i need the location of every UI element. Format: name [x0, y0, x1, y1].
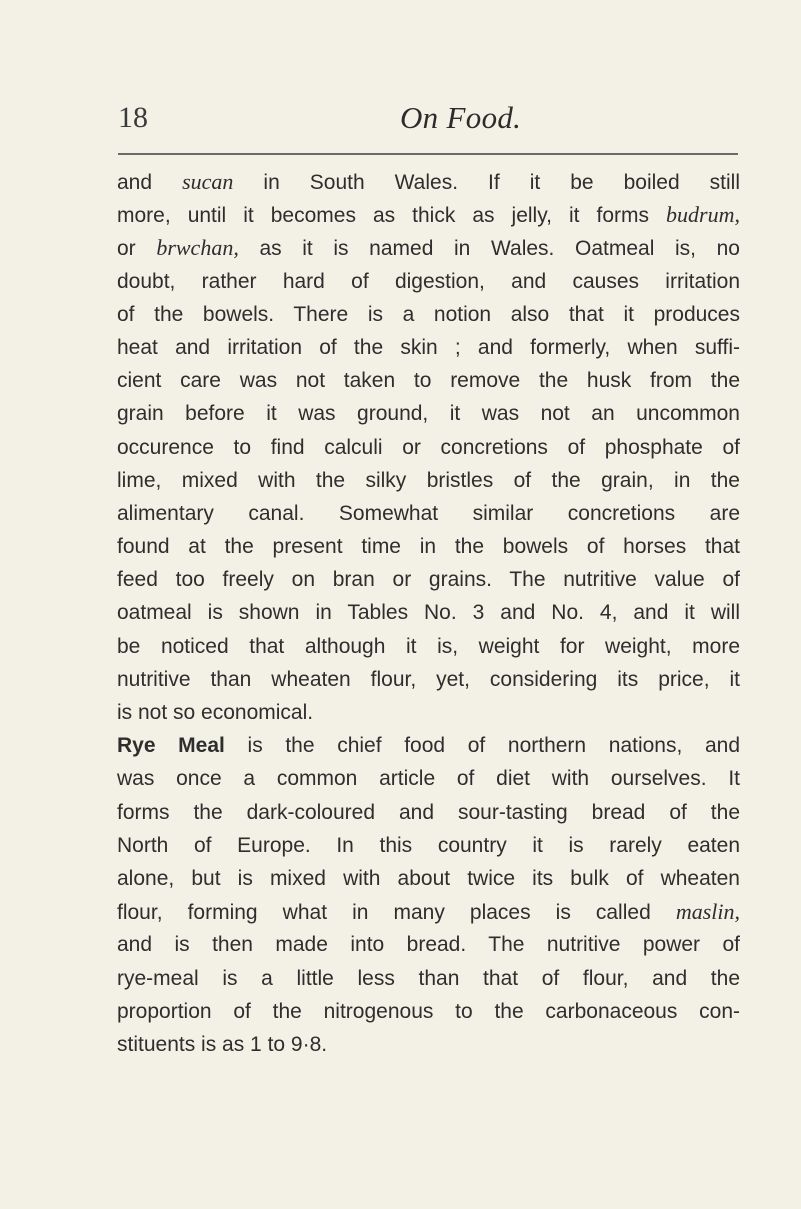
italic-term: brwchan, — [156, 235, 239, 261]
text-run: found at the present time in the bowels of horses that — [117, 535, 740, 559]
text-run: nutritive than wheaten flour, yet, considering its price, it — [117, 667, 740, 691]
section-head: Rye Meal — [117, 734, 225, 758]
text-line — [117, 729, 740, 762]
text-run: in South Wales. If it be boiled still — [233, 171, 740, 194]
text-run: alimentary canal. Somewhat similar concretions are — [117, 501, 740, 525]
text-run: more, until it becomes as thick as jelly, it forms — [117, 204, 667, 228]
body-text — [117, 165, 740, 1061]
text-run: forms the dark-coloured and sour-tasting bread of the — [117, 800, 740, 824]
text-run: or — [117, 237, 157, 261]
italic-term: budrum, — [666, 202, 740, 228]
text-run: grain before it was ground, it was not an uncommon — [117, 402, 740, 426]
text-run: feed too freely on bran or grains. The nutritive value of — [117, 568, 740, 592]
text-line — [117, 762, 740, 795]
text-line — [117, 331, 740, 364]
text-run: doubt, rather hard of digestion, and causes irritation — [117, 269, 740, 293]
text-line — [117, 895, 740, 928]
text-run: be noticed that although it is, weight for weight, more — [117, 634, 740, 658]
text-run: as it is named in Wales. Oatmeal is, no — [238, 237, 740, 261]
text-line — [117, 198, 740, 231]
text-run: rye-meal is a little less than that of flour, and the — [117, 966, 740, 990]
text-line — [117, 829, 740, 862]
text-line — [117, 630, 740, 663]
text-line — [117, 497, 740, 530]
text-line — [117, 364, 740, 397]
text-line — [117, 165, 740, 198]
text-run: is not so economical. — [117, 701, 314, 724]
text-run: lime, mixed with the silky bristles of the grain, in the — [117, 468, 740, 492]
text-line — [117, 928, 740, 961]
text-line — [117, 1028, 740, 1061]
text-line — [117, 265, 740, 298]
text-run: alone, but is mixed with about twice its bulk of wheaten — [117, 866, 740, 890]
running-title: On Food. — [400, 100, 522, 135]
text-run: stituents is as 1 to 9·8. — [117, 1032, 328, 1056]
text-line — [117, 663, 740, 696]
text-run: heat and irritation of the skin ; and formerly, when suffi- — [117, 335, 740, 359]
text-run: proportion of the nitrogenous to the carbonaceous con- — [117, 999, 740, 1023]
text-run: and — [117, 171, 183, 194]
text-line — [117, 995, 740, 1028]
text-line — [117, 530, 740, 563]
page-header — [118, 96, 738, 140]
page-number: 18 — [118, 101, 148, 134]
text-run: occurence to find calculi or concretions of phosphate of — [117, 435, 740, 459]
text-run: of the bowels. There is a notion also that it produces — [117, 302, 740, 326]
italic-term: maslin, — [675, 899, 740, 925]
text-run: and is then made into bread. The nutritive power of — [117, 933, 740, 957]
text-run: cient care was not taken to remove the husk from the — [117, 369, 740, 393]
text-line — [117, 298, 740, 331]
text-line — [117, 231, 740, 264]
text-line — [117, 431, 740, 464]
text-run: is the chief food of northern nations, and — [224, 734, 740, 758]
text-run: oatmeal is shown in Tables No. 3 and No. 4, and it will — [117, 601, 740, 625]
text-run: flour, forming what in many places is called — [117, 901, 676, 925]
text-run: was once a common article of diet with ourselves. It — [117, 767, 740, 791]
italic-term: sucan — [182, 169, 234, 194]
text-line — [117, 962, 740, 995]
text-line — [117, 596, 740, 629]
text-line — [117, 563, 740, 596]
text-line — [117, 862, 740, 895]
text-line — [117, 397, 740, 430]
text-line — [117, 796, 740, 829]
text-run: North of Europe. In this country it is rarely eaten — [117, 833, 740, 857]
text-line — [117, 464, 740, 497]
header-rule — [118, 153, 738, 155]
text-line — [117, 696, 740, 729]
